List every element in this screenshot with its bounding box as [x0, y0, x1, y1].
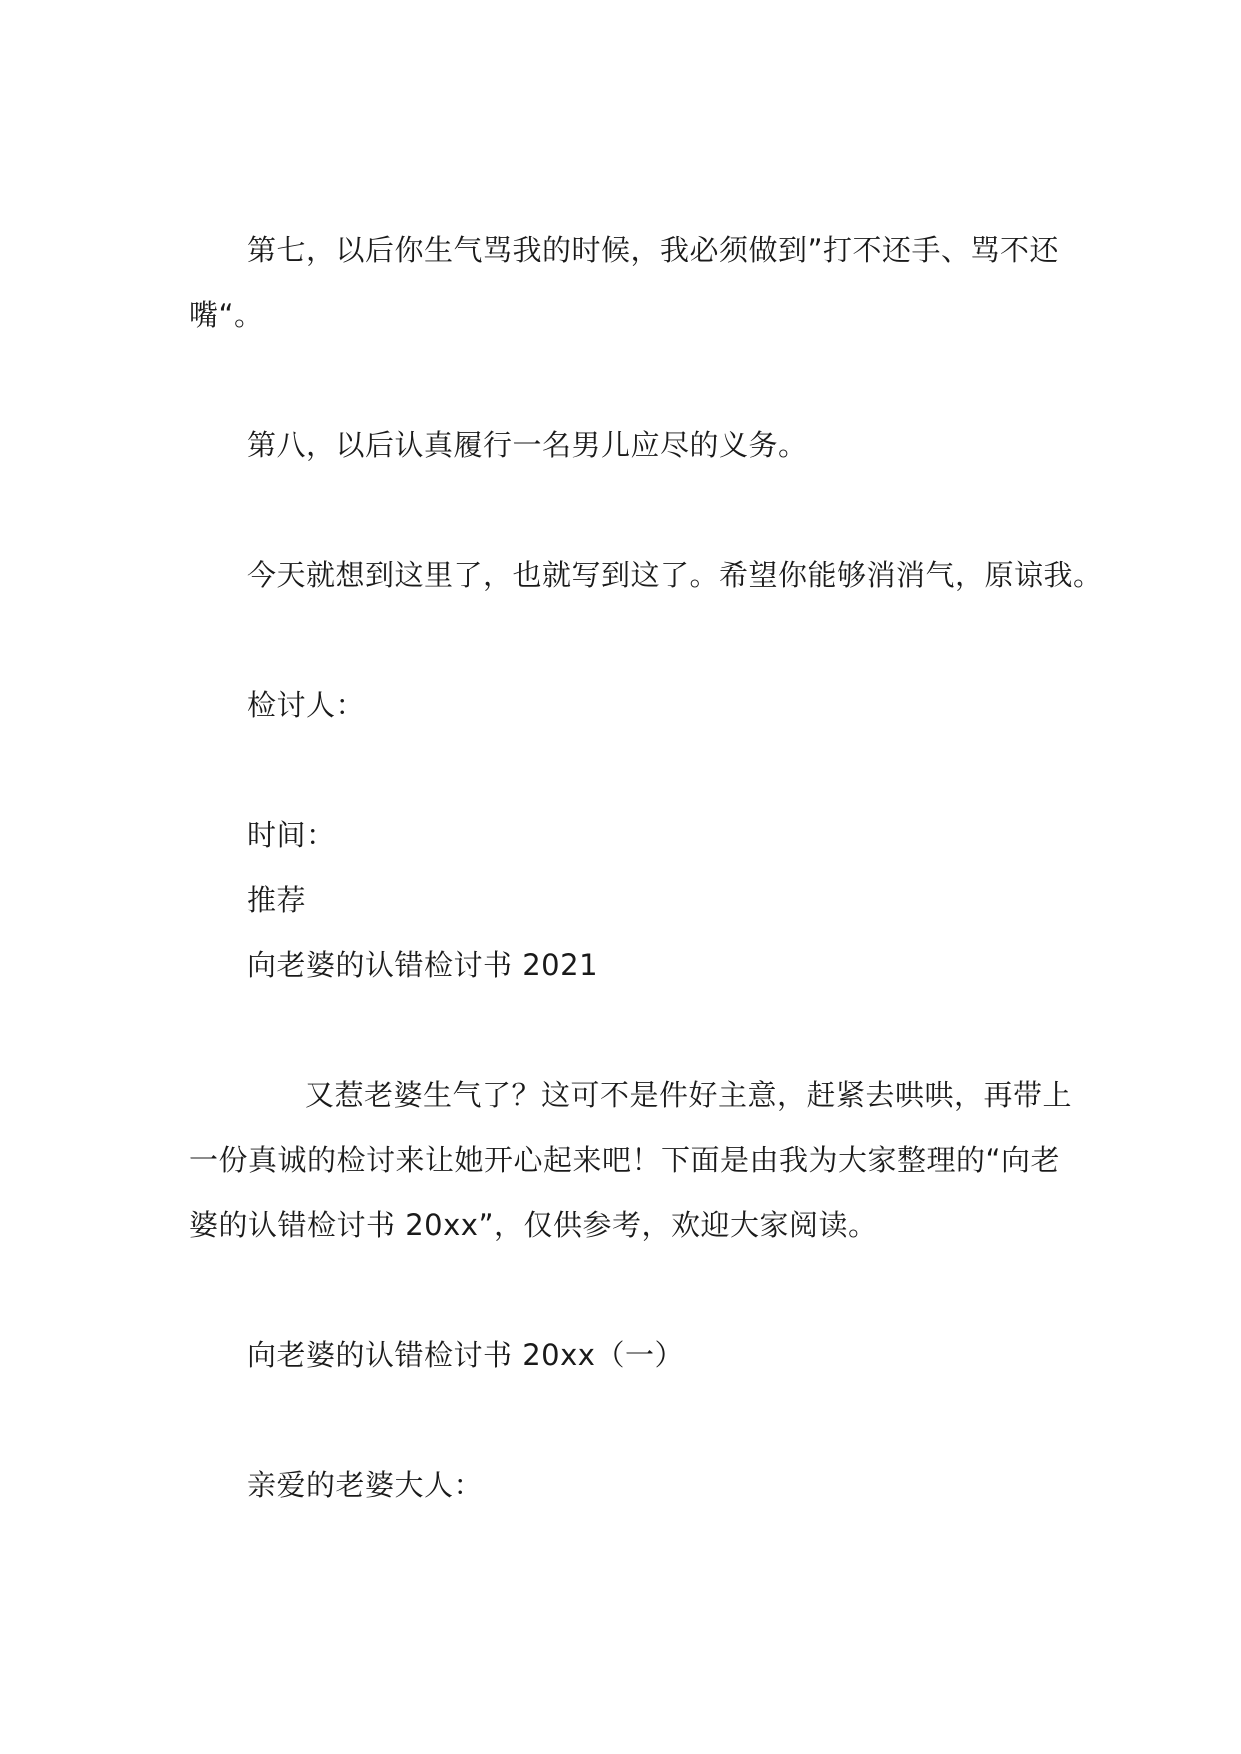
salutation: 亲爱的老婆大人： — [247, 1468, 484, 1502]
paragraph-seventh-line1: 第七，以后你生气骂我的时候，我必须做到”打不还手、骂不还 — [247, 233, 1060, 267]
section-title: 向老婆的认错检讨书 20xx（一） — [247, 1338, 684, 1372]
intro-line2: 一份真诚的检讨来让她开心起来吧！下面是由我为大家整理的“向老 — [189, 1143, 1061, 1177]
time-label: 时间： — [247, 818, 336, 852]
intro-line1: 又惹老婆生气了？这可不是件好主意，赶紧去哄哄，再带上 — [305, 1078, 1073, 1112]
paragraph-closing: 今天就想到这里了，也就写到这了。希望你能够消消气，原谅我。 — [247, 558, 1103, 592]
recommend-label: 推荐 — [247, 883, 307, 917]
intro-line3: 婆的认错检讨书 20xx”，仅供参考，欢迎大家阅读。 — [189, 1208, 878, 1242]
signature-label: 检讨人： — [247, 688, 366, 722]
paragraph-seventh-line2: 嘴“。 — [189, 298, 264, 332]
paragraph-eighth: 第八，以后认真履行一名男儿应尽的义务。 — [247, 428, 808, 462]
recommend-title: 向老婆的认错检讨书 2021 — [247, 948, 599, 982]
